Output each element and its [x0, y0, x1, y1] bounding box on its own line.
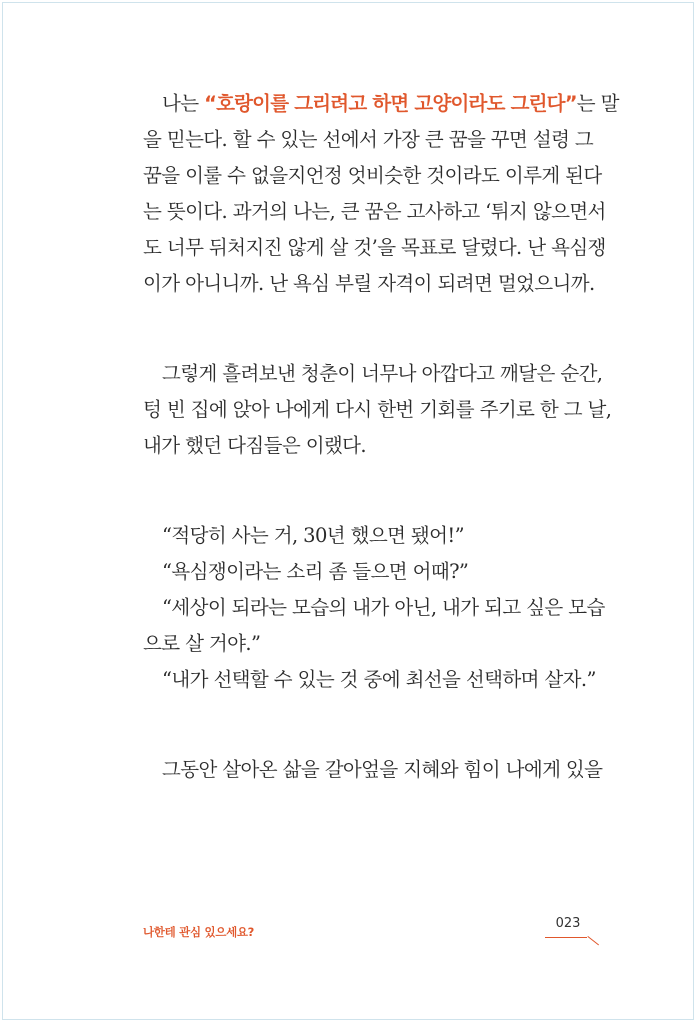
quote-line-2: “욕심쟁이라는 소리 좀 들으면 어때?” [162, 560, 469, 583]
paragraph-1-line-3: 꿈을 이룰 수 없을지언정 엇비슷한 것이라도 이루게 된다 [143, 164, 602, 187]
quote-line-5: “내가 선택할 수 있는 것 중에 최선을 선택하며 살자.” [162, 668, 596, 691]
paragraph-4-line-1: 그동안 살아온 삶을 갈아엎을 지혜와 힘이 나에게 있을 [162, 758, 603, 781]
paragraph-1-line-5: 도 너무 뒤처지진 않게 살 것’을 목표로 달렸다. 난 욕심쟁 [143, 236, 606, 259]
paragraph-1-line-1 [143, 86, 619, 122]
page-number-rule [545, 937, 587, 938]
book-title: 나한테 관심 있으세요? [143, 925, 255, 939]
text-span: 나는 [162, 92, 205, 115]
paragraph-1-line-4: 는 뜻이다. 과거의 나는, 큰 꿈은 고사하고 ‘튀지 않으면서 [143, 200, 606, 223]
highlighted-quote: “호랑이를 그리려고 하면 고양이라도 그린다” [204, 92, 577, 115]
paragraph-1-line-2: 을 믿는다. 할 수 있는 선에서 가장 큰 꿈을 꾸면 설령 그 [143, 128, 594, 151]
quote-line-3: “세상이 되라는 모습의 내가 아닌, 내가 되고 싶은 모습 [162, 596, 605, 619]
text-span: 는 말 [576, 92, 619, 115]
quote-line-4: 으로 살 거야.” [143, 632, 261, 655]
quote-line-1: “적당히 사는 거, 30년 했으면 됐어!” [162, 524, 465, 547]
paragraph-gap [143, 698, 561, 752]
body-text [143, 86, 619, 788]
paragraph-gap [143, 302, 561, 356]
paragraph-1-line-6: 이가 아니니까. 난 욕심 부릴 자격이 되려면 멀었으니까. [143, 272, 595, 295]
paragraph-2-line-3: 내가 했던 다짐들은 이랬다. [143, 434, 367, 457]
paragraph-gap [143, 464, 561, 518]
paragraph-2-line-1: 그렇게 흘려보낸 청춘이 너무나 아깝다고 깨달은 순간, [162, 362, 603, 385]
page-number: 023 [555, 916, 581, 931]
paragraph-2-line-2: 텅 빈 집에 앉아 나에게 다시 한번 기회를 주기로 한 그 날, [143, 398, 612, 421]
